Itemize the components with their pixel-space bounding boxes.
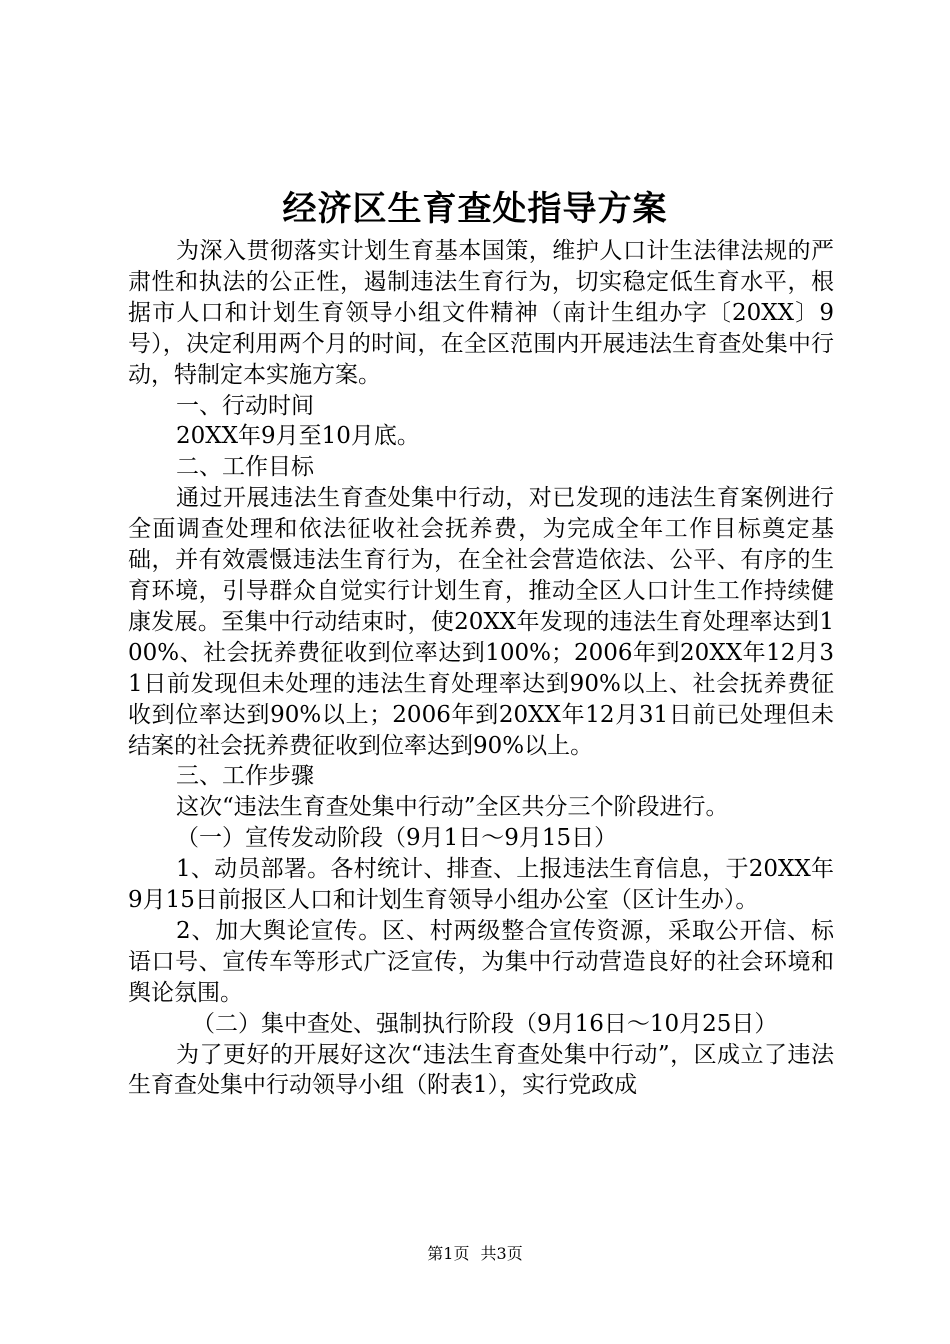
- page-number-total: 共3页: [480, 1244, 523, 1263]
- paragraph-intro: 为深入贯彻落实计划生育基本国策，维护人口计生法律法规的严肃性和执法的公正性，遏制违法生育行为，切实稳定低生育水平，根据市人口和计划生育领导小组文件精神（南计生组办字〔20XX〕9号），决定利用两个月的时间，在全区范围内开展违法生育查处集中行动，特制定本实施方案。: [128, 238, 834, 388]
- paragraph-stages-intro: 这次“违法生育查处集中行动”全区共分三个阶段进行。: [176, 794, 729, 821]
- document-title: 经济区生育查处指导方案: [282, 189, 668, 229]
- document-body: [128, 236, 834, 1101]
- paragraph-action-time: 20XX年9月至10月底。: [176, 423, 420, 450]
- paragraph-mobilize: 1、动员部署。各村统计、排查、上报违法生育信息，于20XX年9月15日前报区人口和计划生育领导小组办公室（区计生办）。: [128, 856, 834, 914]
- heading-work-steps: 三、工作步骤: [176, 763, 314, 790]
- heading-stage-two: （二）集中查处、强制执行阶段（9月16日～10月25日）: [192, 1010, 778, 1037]
- page-number-current: 第1页: [427, 1244, 470, 1263]
- heading-stage-one: （一）宣传发动阶段（9月1日～9月15日）: [176, 825, 618, 852]
- page-footer: [0, 1243, 950, 1265]
- paragraph-publicity: 2、加大舆论宣传。区、村两级整合宣传资源，采取公开信、标语口号、宣传车等形式广泛宣传，为集中行动营造良好的社会环境和舆论氛围。: [128, 917, 834, 1006]
- paragraph-work-goals: 通过开展违法生育查处集中行动，对已发现的违法生育案例进行全面调查处理和依法征收社会抚养费，为完成全年工作目标奠定基础，并有效震慑违法生育行为，在全社会营造依法、公平、有序的生育环境，引导群众自觉实行计划生育，推动全区人口计生工作持续健康发展。至集中行动结束时，使20XX年发现的违法生育处理率达到100%、社会抚养费征收到位率达到100%；2006年到20XX年12月31日前发现但未处理的违法生育处理率达到90%以上、社会抚养费征收到位率达到90%以上；2006年到20XX年12月31日前已处理但未结案的社会抚养费征收到位率达到90%以上。: [128, 485, 834, 759]
- heading-work-goals: 二、工作目标: [176, 454, 314, 481]
- paragraph-leadership: 为了更好的开展好这次“违法生育查处集中行动”，区成立了违法生育查处集中行动领导小组（附表1），实行党政成: [128, 1041, 834, 1099]
- heading-action-time: 一、行动时间: [176, 392, 314, 419]
